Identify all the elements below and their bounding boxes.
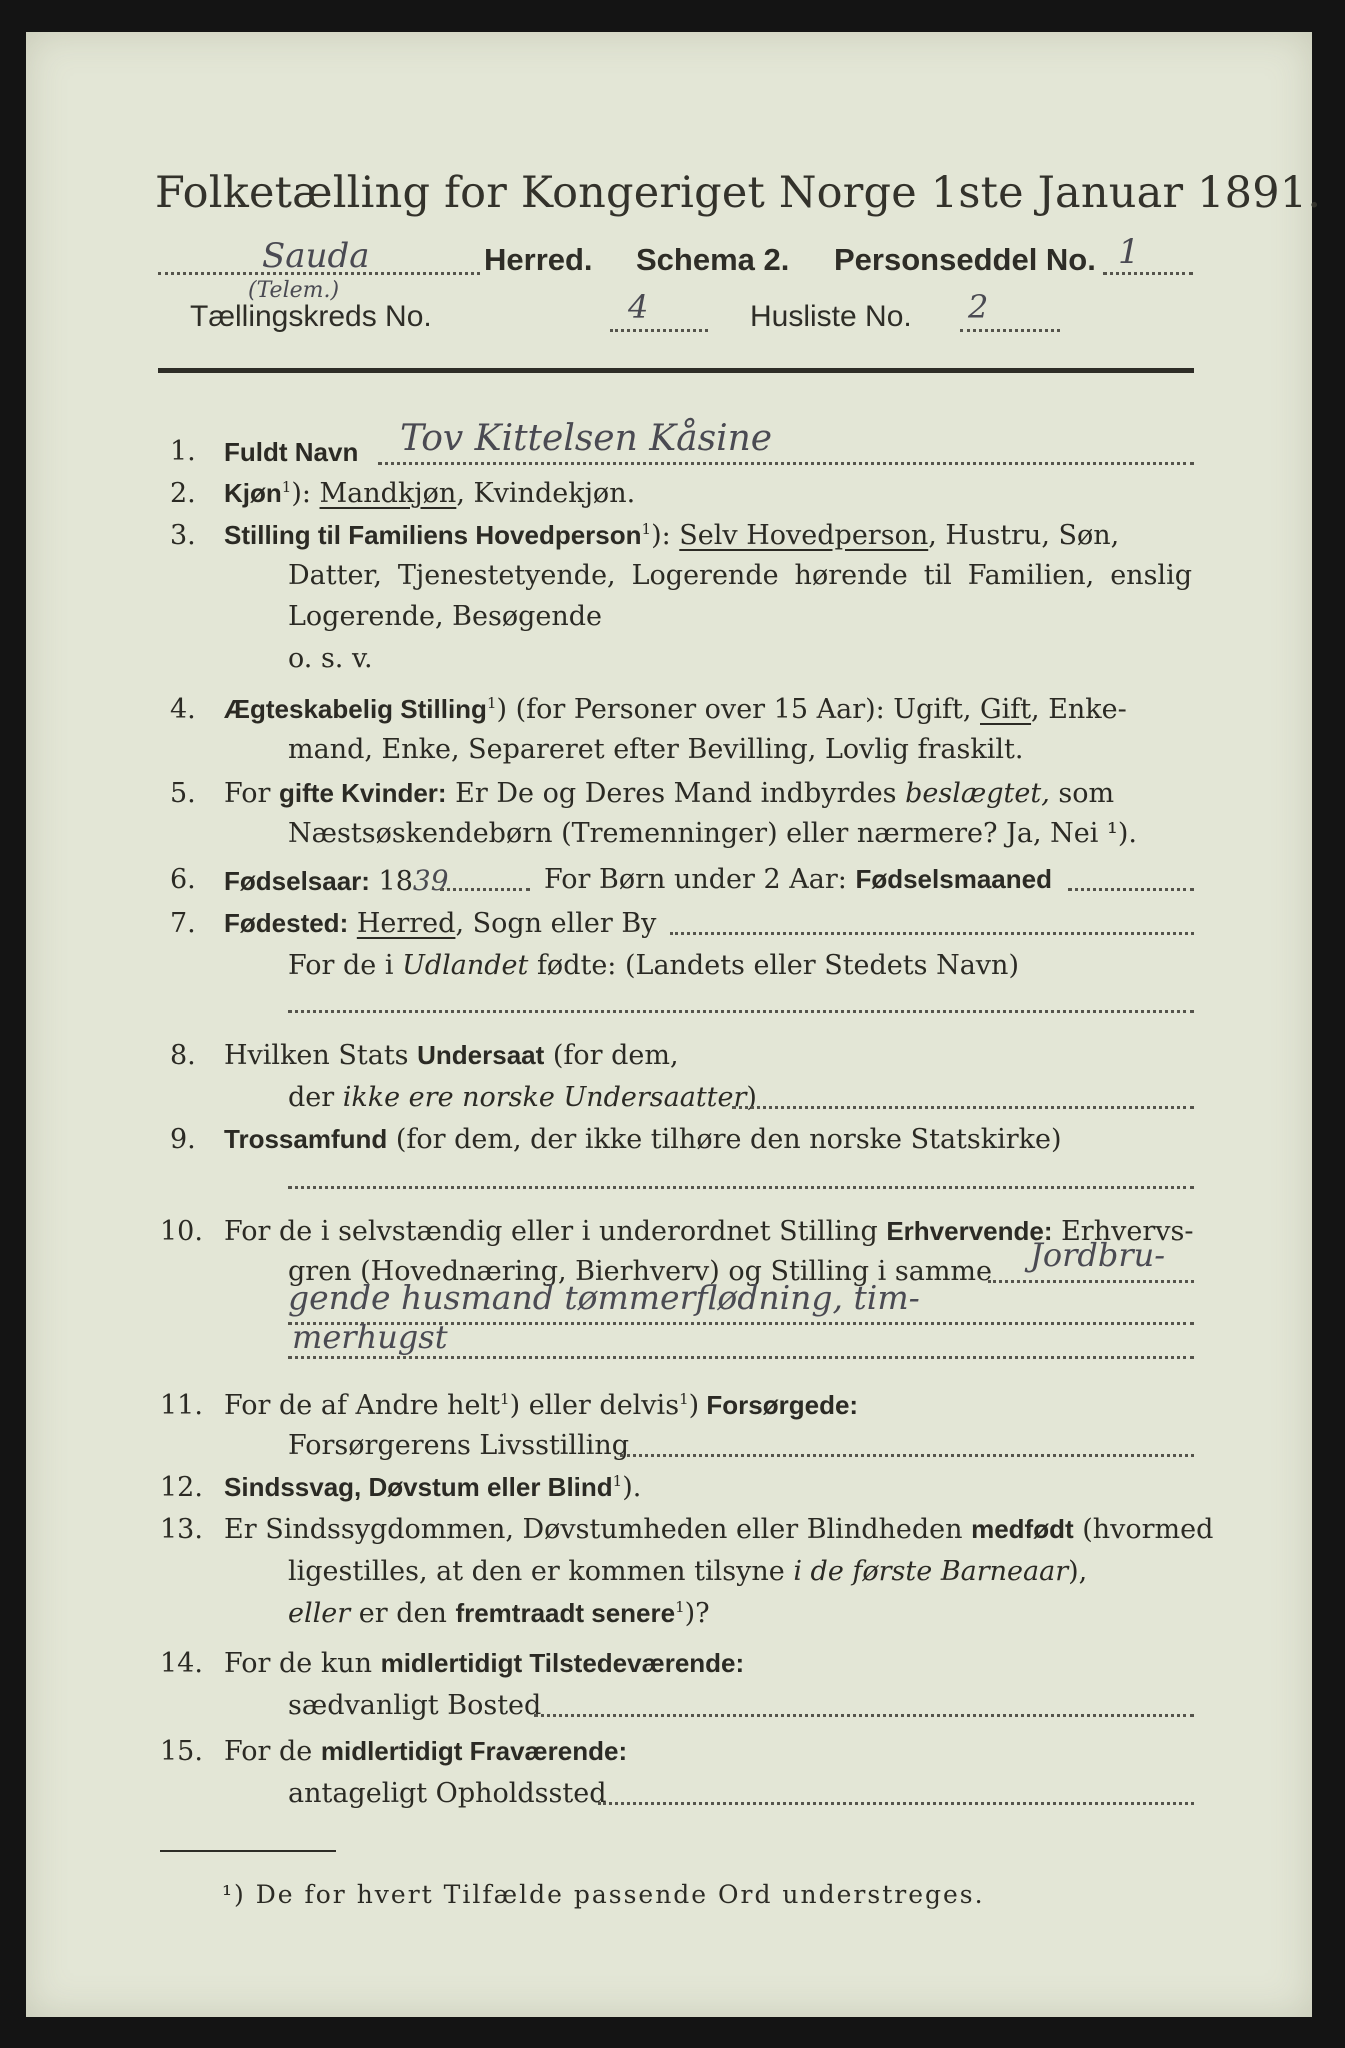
item-10-pre: For de i selvstændig eller i underordnet Stilling <box>224 1216 887 1247</box>
item-14-label: midlertidigt Tilstedeværende: <box>380 1648 745 1678</box>
herred-value: Sauda <box>262 236 370 276</box>
item-11-label: Forsørgede: <box>699 1390 859 1420</box>
item-8-number: 8. <box>170 1040 196 1071</box>
item-6-label-2: Fødselsmaaned <box>855 864 1052 894</box>
item-6-month-dotted-line <box>1068 888 1194 891</box>
item-10-number: 10. <box>160 1216 203 1247</box>
item-6-rest: For Børn under 2 Aar: <box>544 864 856 895</box>
item-3-line-4: o. s. v. <box>288 643 373 674</box>
item-11-mid: eller delvis <box>520 1390 680 1421</box>
item-5-rest: Er De og Deres Mand indbyrdes <box>446 778 906 809</box>
item-12-label: Sindssvag, Døvstum eller Blind <box>224 1472 613 1502</box>
item-14-number: 14. <box>160 1648 203 1679</box>
item-8-line-2-pre: der <box>288 1082 343 1113</box>
item-4-line-2: mand, Enke, Separeret efter Bevilling, Lovlig fraskilt. <box>288 734 1024 765</box>
item-10-handwriting-3: merhugst <box>292 1318 448 1356</box>
kreds-label: Tællingskreds No. <box>190 300 432 333</box>
item-7-dotted-line <box>670 932 1194 935</box>
item-9-rest: (for dem, der ikke tilhøre den norske Statskirke) <box>387 1124 1062 1155</box>
item-7-line-3-dotted <box>288 1010 1194 1013</box>
item-13-line-2-pre: ligestilles, at den er kommen tilsyne <box>288 1556 794 1587</box>
item-5-italic: beslægtet, <box>905 778 1050 809</box>
item-14-line-2: sædvanligt Bosted <box>288 1690 542 1721</box>
item-2-sup: 1 <box>281 478 292 496</box>
kreds-value: 4 <box>628 288 649 326</box>
item-7-line-1 <box>224 908 656 939</box>
item-3-option-selv: Selv Hovedperson <box>679 520 929 551</box>
item-7-line-2-pre: For de i <box>288 950 403 981</box>
item-15-line-1 <box>224 1736 627 1767</box>
item-4-option-gift: Gift <box>980 694 1032 725</box>
item-13-line-2 <box>288 1556 1087 1587</box>
item-3-line-2: Datter, Tjenestetyende, Logerende hørende til Familien, enslig <box>288 560 1192 591</box>
item-13-line-3: eller er den fremtraadt senere$^1$)? <box>288 1598 710 1629</box>
item-1-number: 1. <box>170 436 196 467</box>
item-13-label: medfødt <box>971 1514 1074 1544</box>
item-11-line-2: Forsørgerens Livsstilling <box>288 1430 630 1461</box>
item-5-label: gifte Kvinder: <box>279 778 447 808</box>
footnote-rule <box>160 1850 336 1852</box>
item-13-line-2-italic: i de første Barneaar <box>793 1556 1069 1587</box>
personseddel-dotted-line <box>1103 272 1193 275</box>
item-10-line-2: gren (Hovednæring, Bierhverv) og Stilling i samme <box>288 1256 993 1287</box>
item-5-number: 5. <box>170 778 196 809</box>
item-4-rest: ) (for Personer over 15 Aar): Ugift, <box>496 694 980 725</box>
telemark-note: (Telem.) <box>248 278 340 303</box>
item-3-number: 3. <box>170 520 196 551</box>
husliste-label: Husliste No. <box>750 300 912 333</box>
item-6-label: Fødselsaar: <box>224 866 370 896</box>
item-8-line-2-rest: ) <box>746 1082 757 1113</box>
item-1-value: Tov Kittelsen Kåsine <box>400 418 773 459</box>
item-4-line-1: Ægteskabelig Stilling$^1$) (for Personer over 15 Aar): Ugift, Gift, Enke- <box>224 694 1127 725</box>
item-6-number: 6. <box>170 864 196 895</box>
item-3-line-1: Stilling til Familiens Hovedperson$^1$): Selv Hovedperson, Hustru, Søn, <box>224 520 1120 551</box>
item-10-dotted-line-3 <box>288 1356 1194 1359</box>
item-15-label: midlertidigt Fraværende: <box>320 1736 628 1766</box>
item-10-dotted-line-1 <box>988 1280 1194 1283</box>
item-8-dotted-line <box>732 1106 1194 1109</box>
item-10-label: Erhvervende: <box>886 1216 1053 1246</box>
item-8-rest: (for dem, <box>544 1040 679 1071</box>
item-6-year-value: 39 <box>412 864 449 897</box>
item-5-line-2: Næstsøskendebørn (Tremenninger) eller nærmere? Ja, Nei ¹). <box>288 818 1137 849</box>
item-15-line-2: antageligt Opholdssted <box>288 1778 607 1809</box>
item-14-line-1 <box>224 1648 744 1679</box>
item-13-pre: Er Sindssygdommen, Døvstumheden eller Blindheden <box>224 1514 972 1545</box>
item-7-line-2 <box>288 950 1019 981</box>
item-3-line-3: Logerende, Besøgende <box>288 601 602 632</box>
item-14-pre: For de kun <box>224 1648 381 1679</box>
form-title: Folketælling for Kongeriget Norge 1ste Januar 1891. <box>155 168 1322 218</box>
item-3-label: Stilling til Familiens Hovedperson <box>224 520 642 550</box>
item-3-line-1-rest: , Hustru, Søn, <box>928 520 1120 551</box>
herred-label: Herred. <box>484 242 593 277</box>
item-2-option-kvindekjon: , Kvindekjøn. <box>456 478 636 509</box>
item-8-line-2 <box>288 1082 757 1113</box>
item-8-line-1 <box>224 1040 679 1071</box>
item-11-dotted-line <box>620 1454 1194 1457</box>
item-6-line <box>224 864 449 897</box>
item-15-pre: For de <box>224 1736 321 1767</box>
item-7-option-herred: Herred <box>356 908 456 939</box>
item-7-label: Fødested: <box>224 908 349 938</box>
item-12-rest: ). <box>622 1472 642 1503</box>
item-5-end: som <box>1049 778 1115 809</box>
item-11-pre: For de af Andre helt <box>224 1390 501 1421</box>
item-10-rest: Erhvervs- <box>1052 1216 1194 1247</box>
item-7-line-2-italic: Udlandet <box>402 950 529 981</box>
item-2-label: Kjøn <box>224 478 282 508</box>
kreds-dotted-line <box>610 329 708 332</box>
item-10-handwriting-1: Jordbru- <box>1030 1236 1166 1274</box>
item-9-number: 9. <box>170 1124 196 1155</box>
item-12-line: Sindssvag, Døvstum eller Blind$^1$). <box>224 1472 642 1503</box>
item-7-number: 7. <box>170 908 196 939</box>
item-1-label: Fuldt Navn <box>224 437 359 467</box>
item-4-line-1-rest: , Enke- <box>1031 694 1127 725</box>
item-15-number: 15. <box>160 1736 203 1767</box>
item-9-line-1 <box>224 1124 1062 1155</box>
item-13-line-1 <box>224 1514 1213 1545</box>
item-1-dotted-line <box>378 462 1194 465</box>
husliste-value: 2 <box>968 288 989 326</box>
item-6-line-rest <box>544 864 1052 895</box>
item-8-line-2-italic: ikke ere norske Undersaatter <box>342 1082 747 1113</box>
item-11-line-1: For de af Andre helt$^1$) eller delvis$^1$) Forsørgede: <box>224 1390 859 1421</box>
footnote: ¹) De for hvert Tilfælde passende Ord understreges. <box>222 1880 985 1909</box>
item-13-line-3-pre: er den <box>350 1598 456 1629</box>
item-13-line-2-rest: ), <box>1068 1556 1088 1587</box>
schema-label: Schema 2. <box>636 242 790 277</box>
item-8-pre: Hvilken Stats <box>224 1040 418 1071</box>
item-5-line-1 <box>224 778 1114 809</box>
item-3-rest: ): <box>651 520 680 551</box>
item-2-rest: ): <box>291 478 320 509</box>
item-4-number: 4. <box>170 694 196 725</box>
item-6-year-dotted-line <box>440 888 530 891</box>
item-8-label: Undersaat <box>417 1040 545 1070</box>
item-9-label: Trossamfund <box>224 1124 388 1154</box>
item-11-number: 11. <box>160 1390 203 1421</box>
item-2-option-mandkjon: Mandkjøn <box>319 478 457 509</box>
item-10-handwriting-2: gende husmand tømmerflødning, tim- <box>288 1278 920 1317</box>
header-rule <box>158 368 1194 373</box>
item-13-line-3-italic: eller <box>288 1598 351 1629</box>
husliste-dotted-line <box>960 329 1060 332</box>
item-13-rest: (hvormed <box>1073 1514 1214 1545</box>
personseddel-value: 1 <box>1118 232 1140 272</box>
item-6-century: 18 <box>369 866 413 897</box>
item-7-rest: , Sogn eller By <box>455 908 657 939</box>
item-13-line-3-bold: fremtraadt senere <box>455 1598 676 1628</box>
item-4-label: Ægteskabelig Stilling <box>224 694 487 724</box>
item-15-dotted-line <box>598 1802 1194 1805</box>
item-9-dotted-line <box>288 1186 1194 1189</box>
item-12-number: 12. <box>160 1472 203 1503</box>
item-14-dotted-line <box>534 1714 1194 1717</box>
item-7-line-2-rest: fødte: (Landets eller Stedets Navn) <box>528 950 1019 981</box>
personseddel-label: Personseddel No. <box>834 242 1096 277</box>
item-13-number: 13. <box>160 1514 203 1545</box>
item-5-pre: For <box>224 778 280 809</box>
item-2-text <box>224 478 635 509</box>
item-13-line-3-rest: )? <box>684 1598 710 1629</box>
item-2-number: 2. <box>170 478 196 509</box>
